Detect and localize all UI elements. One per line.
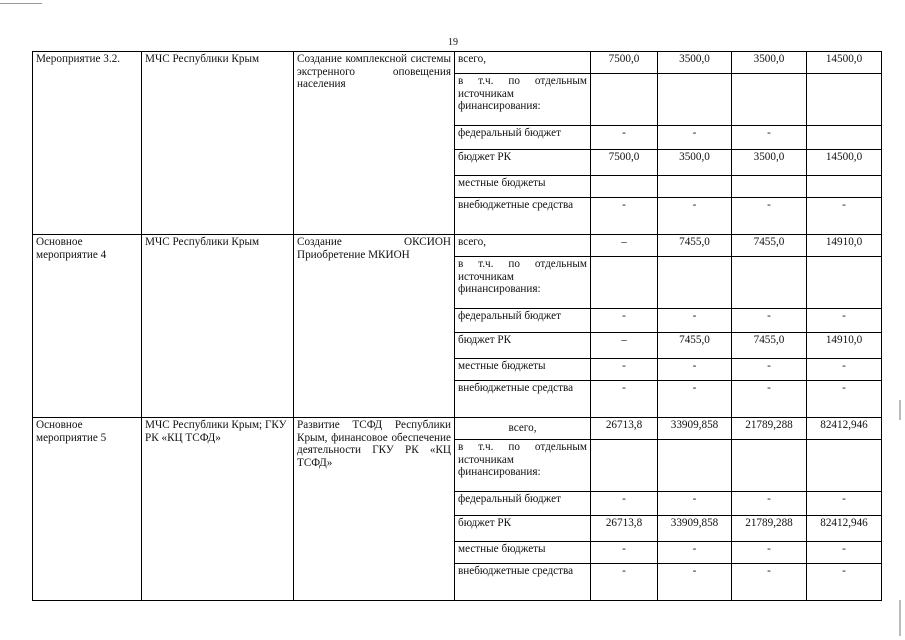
year-value-cell: - (591, 492, 658, 516)
year-value-cell: - (732, 381, 807, 418)
year-value-cell: - (732, 198, 807, 235)
year-value-cell: - (658, 542, 732, 564)
year-value-cell (658, 440, 732, 492)
total-value-cell: 14910,0 (807, 235, 882, 257)
year-value-cell: - (658, 381, 732, 418)
funding-source-label: в т.ч. по отдельным источникам финансирования: (455, 74, 591, 126)
year-value-cell (732, 74, 807, 126)
year-value-cell (591, 176, 658, 198)
year-value-cell: 26713,8 (591, 418, 658, 440)
year-value-cell: – (591, 235, 658, 257)
funding-source-label: в т.ч. по отдельным источникам финансирования: (455, 440, 591, 492)
total-value-cell: - (807, 381, 882, 418)
description-cell: Создание ОКСИОН Приобретение МКИОН (294, 235, 455, 418)
year-value-cell: - (591, 359, 658, 381)
funding-source-label: бюджет РК (455, 150, 591, 176)
total-value-cell (807, 176, 882, 198)
table-row (33, 235, 882, 257)
total-value-cell (807, 126, 882, 150)
year-value-cell: 7455,0 (732, 235, 807, 257)
funding-source-label: всего, (455, 418, 591, 440)
funding-source-label: местные бюджеты (455, 542, 591, 564)
year-value-cell: - (591, 542, 658, 564)
funding-source-label: бюджет РК (455, 516, 591, 542)
year-value-cell (732, 257, 807, 309)
funding-source-label: местные бюджеты (455, 176, 591, 198)
funding-source-label: внебюджетные средства (455, 198, 591, 235)
event-cell: Основное мероприятие 4 (33, 235, 142, 418)
year-value-cell (732, 176, 807, 198)
year-value-cell: – (591, 333, 658, 359)
year-value-cell: - (658, 309, 732, 333)
year-value-cell: - (591, 198, 658, 235)
table-row (33, 52, 882, 74)
year-value-cell: - (658, 359, 732, 381)
total-value-cell: 82412,946 (807, 418, 882, 440)
funding-source-label: федеральный бюджет (455, 126, 591, 150)
funding-source-label: всего, (455, 235, 591, 257)
year-value-cell (591, 257, 658, 309)
year-value-cell: 3500,0 (658, 150, 732, 176)
scan-mark (899, 600, 901, 636)
year-value-cell (658, 257, 732, 309)
description-cell: Развитие ТСФД Республики Крым, финансовое обеспечение деятельности ГКУ РК «КЦ ТСФД» (294, 418, 455, 601)
year-value-cell: 7500,0 (591, 150, 658, 176)
year-value-cell: - (591, 381, 658, 418)
funding-source-label: всего, (455, 52, 591, 74)
total-value-cell: - (807, 564, 882, 601)
year-value-cell: 33909,858 (658, 418, 732, 440)
year-value-cell: - (732, 126, 807, 150)
funding-source-label: федеральный бюджет (455, 309, 591, 333)
funding-source-label: внебюджетные средства (455, 381, 591, 418)
executor-cell: МЧС Республики Крым (142, 52, 294, 235)
total-value-cell: - (807, 359, 882, 381)
event-cell: Мероприятие 3.2. (33, 52, 142, 235)
funding-source-label: федеральный бюджет (455, 492, 591, 516)
funding-source-label: внебюджетные средства (455, 564, 591, 601)
description-cell: Создание комплексной системы экстренного оповещения населения (294, 52, 455, 235)
total-value-cell: - (807, 542, 882, 564)
year-value-cell: 21789,288 (732, 516, 807, 542)
year-value-cell: - (658, 198, 732, 235)
page-number: 19 (448, 37, 458, 48)
corner-mark (0, 0, 42, 4)
year-value-cell: 7455,0 (732, 333, 807, 359)
executor-cell: МЧС Республики Крым; ГКУ РК «КЦ ТСФД» (142, 418, 294, 601)
year-value-cell: - (732, 309, 807, 333)
year-value-cell: - (732, 564, 807, 601)
year-value-cell: - (591, 564, 658, 601)
year-value-cell: 33909,858 (658, 516, 732, 542)
year-value-cell (658, 74, 732, 126)
total-value-cell: 14910,0 (807, 333, 882, 359)
total-value-cell: 82412,946 (807, 516, 882, 542)
year-value-cell: 3500,0 (732, 150, 807, 176)
event-cell: Основное мероприятие 5 (33, 418, 142, 601)
year-value-cell: - (658, 564, 732, 601)
scan-mark (899, 400, 901, 420)
year-value-cell: - (732, 542, 807, 564)
year-value-cell: 3500,0 (658, 52, 732, 74)
year-value-cell (591, 440, 658, 492)
executor-cell: МЧС Республики Крым (142, 235, 294, 418)
total-value-cell (807, 257, 882, 309)
year-value-cell (591, 74, 658, 126)
year-value-cell: 7500,0 (591, 52, 658, 74)
year-value-cell: - (658, 492, 732, 516)
year-value-cell: - (591, 126, 658, 150)
total-value-cell: 14500,0 (807, 150, 882, 176)
total-value-cell: - (807, 492, 882, 516)
year-value-cell: 21789,288 (732, 418, 807, 440)
total-value-cell: - (807, 198, 882, 235)
year-value-cell: 7455,0 (658, 333, 732, 359)
total-value-cell (807, 74, 882, 126)
year-value-cell: 3500,0 (732, 52, 807, 74)
year-value-cell (732, 440, 807, 492)
year-value-cell: - (732, 492, 807, 516)
table-row (33, 418, 882, 440)
funding-table (32, 51, 882, 601)
total-value-cell: - (807, 309, 882, 333)
funding-source-label: в т.ч. по отдельным источникам финансирования: (455, 257, 591, 309)
year-value-cell: 26713,8 (591, 516, 658, 542)
total-value-cell (807, 440, 882, 492)
total-value-cell: 14500,0 (807, 52, 882, 74)
year-value-cell: - (658, 126, 732, 150)
funding-source-label: бюджет РК (455, 333, 591, 359)
funding-source-label: местные бюджеты (455, 359, 591, 381)
year-value-cell: - (732, 359, 807, 381)
year-value-cell (658, 176, 732, 198)
year-value-cell: - (591, 309, 658, 333)
funding-table-body (33, 52, 882, 601)
year-value-cell: 7455,0 (658, 235, 732, 257)
